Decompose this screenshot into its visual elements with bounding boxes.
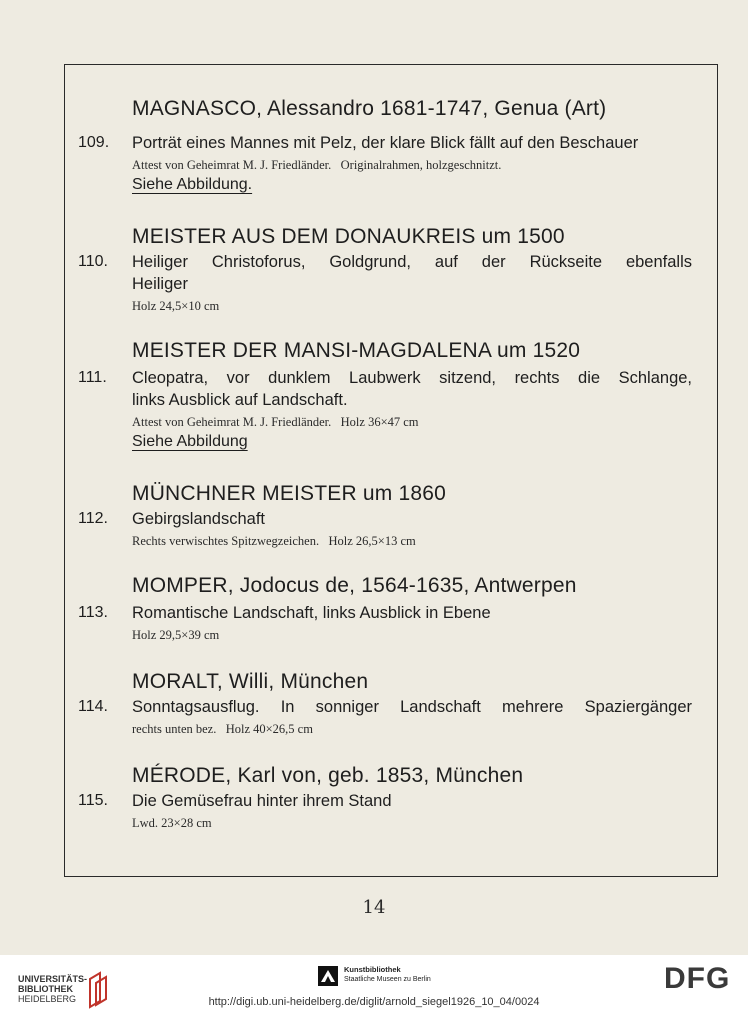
lot-title-continued: links Ausblick auf Landschaft. [132, 391, 348, 409]
lot-number: 113. [78, 604, 108, 621]
artist-heading: MÉRODE, Karl von, geb. 1853, München [132, 764, 524, 787]
lot-title: Heiliger Christoforus, Goldgrund, auf der Rückseite ebenfalls [132, 253, 692, 271]
library-name-line: HEIDELBERG [18, 994, 77, 1004]
lot-note: Holz 29,5×39 cm [132, 628, 220, 642]
illustration-reference: Siehe Abbildung [132, 433, 248, 450]
lot-title-continued: Heiliger [132, 275, 188, 293]
lot-note: rechts unten bez. Holz 40×26,5 cm [132, 722, 313, 736]
kb-subtitle: Staatliche Museen zu Berlin [344, 976, 431, 983]
lot-note: Attest von Geheimrat M. J. Friedländer. Originalrahmen, holzgeschnitzt. [132, 158, 502, 172]
lot-number: 109. [78, 134, 110, 151]
lot-title: Gebirgslandschaft [132, 510, 265, 528]
lot-title: Romantische Landschaft, links Ausblick in Ebene [132, 604, 491, 622]
kunstbibliothek-logo[interactable] [318, 963, 448, 989]
lot-note: Attest von Geheimrat M. J. Friedländer. Holz 36×47 cm [132, 415, 419, 429]
lot-title: Cleopatra, vor dunklem Laubwerk sitzend, rechts die Schlange, [132, 369, 692, 387]
dfg-logo[interactable]: DFG [664, 962, 731, 995]
lot-title: Die Gemüsefrau hinter ihrem Stand [132, 792, 392, 810]
lot-number: 114. [78, 698, 108, 715]
library-name-line: BIBLIOTHEK [18, 984, 73, 994]
artist-heading: MEISTER DER MANSI-MAGDALENA um 1520 [132, 339, 581, 362]
artist-heading: MAGNASCO, Alessandro 1681-1747, Genua (Art) [132, 97, 607, 120]
lot-note: Rechts verwischtes Spitzwegzeichen. Holz 26,5×13 cm [132, 534, 416, 548]
permalink-url[interactable]: http://digi.ub.uni-heidelberg.de/diglit/arnold_siegel1926_10_04/0024 [208, 996, 540, 1008]
digitization-footer [0, 955, 748, 1009]
lot-note: Holz 24,5×10 cm [132, 299, 220, 313]
lot-note: Lwd. 23×28 cm [132, 816, 212, 830]
illustration-reference: Siehe Abbildung. [132, 176, 253, 193]
artist-heading: MOMPER, Jodocus de, 1564-1635, Antwerpen [132, 574, 577, 597]
lot-title: Sonntagsausflug. In sonniger Landschaft mehrere Spaziergänger [132, 698, 692, 716]
kunstbibliothek-emblem-icon [318, 966, 338, 986]
artist-heading: MEISTER AUS DEM DONAUKREIS um 1500 [132, 225, 565, 248]
library-name-line: UNIVERSITÄTS- [18, 974, 88, 984]
lot-number: 112. [78, 510, 108, 527]
artist-heading: MÜNCHNER MEISTER um 1860 [132, 482, 447, 505]
lot-number: 115. [78, 792, 108, 809]
kb-name: Kunstbibliothek [344, 965, 401, 974]
lot-number: 111. [78, 369, 107, 386]
lot-number: 110. [78, 253, 108, 270]
artist-heading: MORALT, Willi, München [132, 670, 369, 693]
lot-title: Porträt eines Mannes mit Pelz, der klare Blick fällt auf den Beschauer [132, 134, 639, 152]
page-number: 14 [362, 897, 386, 918]
